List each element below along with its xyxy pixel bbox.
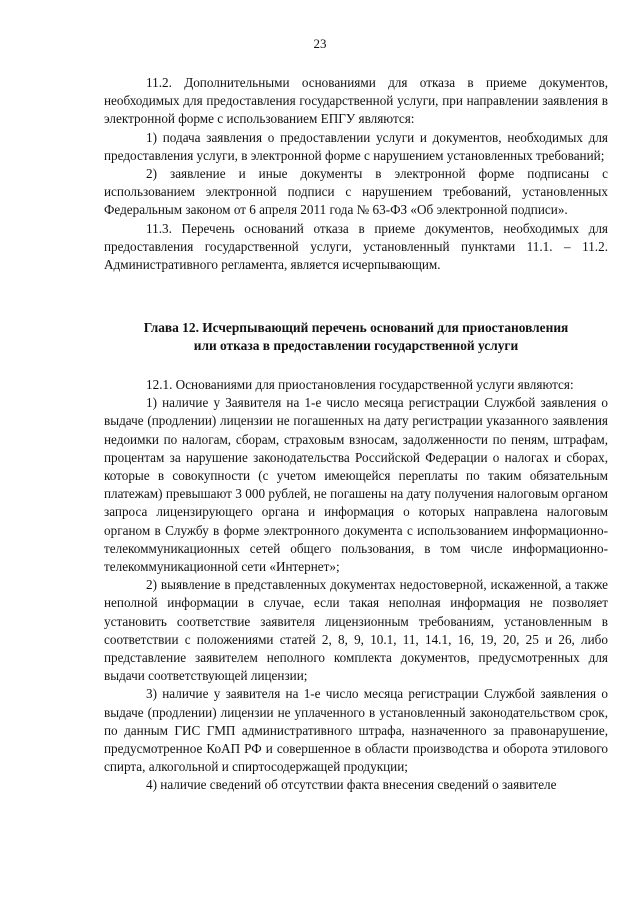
body-text-before-heading (104, 74, 608, 274)
body-text-after-heading (104, 376, 608, 795)
chapter-12-heading (104, 319, 608, 355)
paragraph-12-1-item-4: 4) наличие сведений об отсутствии факта внесения сведений о заявителе (146, 777, 557, 793)
paragraph-12-1-item-1: 1) наличие у Заявителя на 1-е число месяца регистрации Службой заявления о выдаче (продлении) лицензии не погашенных на дату регистрации указанного заявления недоимки по налогам, сборам, страховым взносам, задолженности по пеням, штрафам, процентам за нарушение законодательства Российской Федерации о налогах и сборах, которые в совокупности (с учетом имеющейся переплаты по таким обязательным платежам) превышают 3 000 рублей, не погашены на дату получения налоговым органом запроса лицензирующего органа и информация о которых направлена налоговым органом в Службу в форме электронного документа с использованием информационно-телекоммуникационных сетей общего пользования, в том числе информационно-телекоммуникационной сети «Интернет»; (104, 395, 608, 575)
paragraph-11-2-item-1: 1) подача заявления о предоставлении услуги и документов, необходимых для предоставления услуги, в электронной форме с нарушением установленных требований; (104, 129, 608, 163)
chapter-heading-line-2: или отказа в предоставлении государственной услуги (193, 338, 519, 354)
chapter-heading-line-1: Глава 12. Исчерпывающий перечень оснований для приостановления (143, 320, 569, 335)
paragraph-12-1-item-3: 3) наличие у заявителя на 1-е число месяца регистрации Службой заявления о выдаче (продлении) лицензии не уплаченного в установленный законодательством срок, по данным ГИС ГМП административного штрафа, назначенного за правонарушение, предусмотренное КоАП РФ и совершенное в области производства и оборота этилового спирта, алкогольной и спиртосодержащей продукции; (104, 686, 608, 775)
paragraph-12-1: 12.1. Основаниями для приостановления государственной услуги являются: (146, 377, 574, 392)
paragraph-11-2: 11.2. Дополнительными основаниями для отказа в приеме документов, необходимых для предоставления государственной услуги, при направлении заявления в электронной форме с использованием ЕПГУ являются: (104, 75, 608, 127)
page-number: 23 (313, 36, 327, 51)
paragraph-11-2-item-2: 2) заявление и иные документы в электронной форме подписаны с использованием электронной подписи с нарушением требований, установленных Федеральным законом от 6 апреля 2011 года № 63-ФЗ «Об электронной подписи». (104, 166, 608, 218)
paragraph-12-1-item-2: 2) выявление в представленных документах недостоверной, искаженной, а также неполной информации в случае, если такая неполная информация не позволяет установить соответствие заявителя лицензионным требованиям, установленным в соответствии с положениями статей 2, 8, 9, 10.1, 11, 14.1, 16, 19, 20, 25 и 26, либо представление заявителем неполного комплекта документов, предусмотренных для выдачи соответствующей лицензии; (104, 577, 608, 684)
paragraph-11-3: 11.3. Перечень оснований отказа в приеме документов, необходимых для предоставления государственной услуги, установленный пунктами 11.1. – 11.2. Административного регламента, является исчерпывающим. (104, 220, 608, 273)
